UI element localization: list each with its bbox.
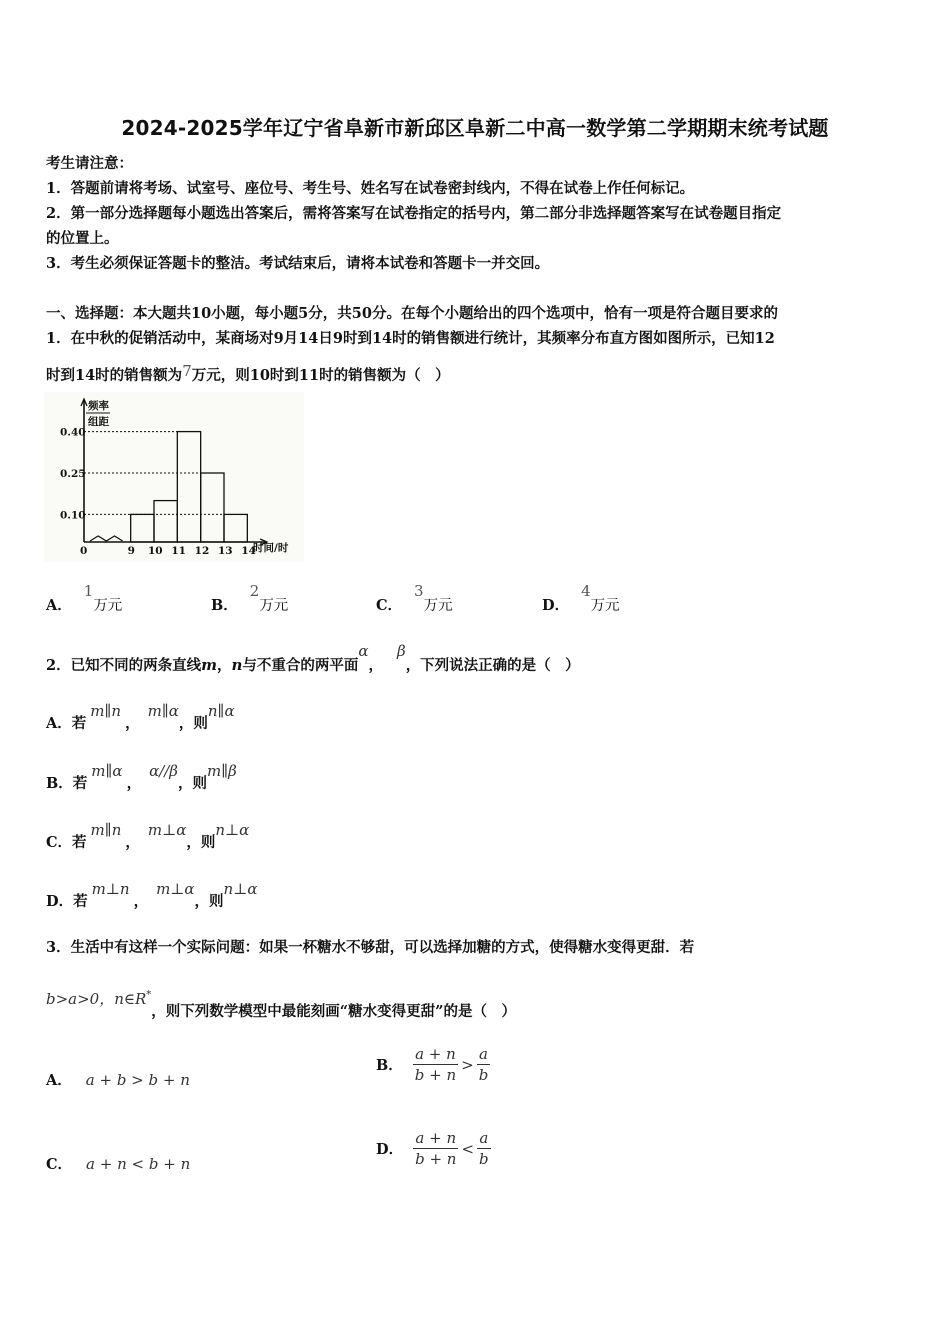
q2-option-c-conclusion: n⊥α bbox=[215, 821, 250, 839]
q1-option-a-value: 1 bbox=[83, 582, 94, 600]
q3-option-b-label: B． bbox=[376, 1057, 403, 1074]
q1-option-d-label: D． bbox=[542, 597, 570, 614]
q2-stem-part1: 2．已知不同的两条直线 bbox=[46, 657, 202, 674]
q2-option-b[interactable]: B．若m∥α，α//β，则m∥β bbox=[46, 762, 237, 792]
q2-stem-part3: ，下列说法正确的是（ ） bbox=[405, 657, 580, 674]
q3-stem-part2: ，则下列数学模型中最能刻画“糖水变得更甜”的是（ ） bbox=[151, 1003, 516, 1020]
q2-option-d[interactable]: D．若m⊥n，m⊥α，则n⊥α bbox=[46, 880, 258, 910]
q1-stem-part1: 时到14时的销售额为 bbox=[46, 367, 183, 384]
q2-option-b-then: ，则 bbox=[177, 775, 207, 792]
q1-math-7: 7 bbox=[182, 362, 192, 380]
q1-option-a-unit: 万元 bbox=[93, 598, 123, 614]
q2-alpha: α bbox=[358, 642, 369, 660]
page-title: 2024-2025学年辽宁省阜新市新邱区阜新二中高一数学第二学期期末统考试题 bbox=[121, 116, 829, 140]
q3-option-b-op: > bbox=[461, 1055, 474, 1074]
q2-sep-2: ， bbox=[368, 657, 384, 674]
q1-stem-line1: 1．在中秋的促销活动中，某商场对9月14日9时到14时的销售额进行统计，其频率分布直方图如图所示，已知12 bbox=[46, 330, 775, 347]
q2-stem bbox=[46, 640, 580, 674]
q3-stem-line2 bbox=[46, 988, 516, 1020]
q1-option-c-value: 3 bbox=[414, 582, 424, 600]
q2-beta: β bbox=[397, 642, 406, 660]
q2-option-b-cond2: α//β bbox=[149, 762, 178, 780]
q3-option-d-rden: b bbox=[479, 1150, 489, 1168]
notice-item-1: 1．答题前请将考场、试室号、座位号、考生号、姓名写在试卷密封线内，不得在试卷上作任何标记。 bbox=[46, 180, 695, 197]
q2-option-d-cond1: m⊥n bbox=[91, 880, 130, 898]
q3-condition-sup: * bbox=[146, 989, 152, 1001]
q3-option-b-den: b + n bbox=[414, 1066, 457, 1084]
q3-stem-line1: 3．生活中有这样一个实际问题：如果一杯糖水不够甜，可以选择加糖的方式，使得糖水变得更甜．若 bbox=[46, 939, 695, 956]
chart-ylabel-bottom: 组距 bbox=[88, 416, 109, 428]
q1-option-c-label: C． bbox=[376, 597, 403, 614]
chart-x-tick-label: 11 bbox=[171, 545, 186, 557]
q3-option-d-num: a + n bbox=[413, 1128, 458, 1149]
q3-option-a[interactable] bbox=[46, 1069, 190, 1090]
q1-option-a[interactable] bbox=[46, 580, 123, 614]
q3-option-c[interactable] bbox=[46, 1153, 190, 1174]
q3-option-d-fraction-right bbox=[477, 1128, 491, 1169]
chart-x-tick-label: 9 bbox=[127, 545, 135, 557]
chart-x-tick-label: 12 bbox=[194, 545, 210, 557]
q2-option-a-conclusion: n∥α bbox=[207, 702, 235, 720]
q2-option-d-then: ，则 bbox=[194, 893, 224, 910]
q3-option-c-expr: a + n < b + n bbox=[86, 1155, 191, 1173]
q3-option-b[interactable] bbox=[376, 1044, 490, 1085]
q3-option-b-fraction-left bbox=[413, 1044, 458, 1085]
q1-option-b[interactable] bbox=[211, 580, 289, 614]
q1-option-d[interactable] bbox=[542, 580, 620, 614]
q3-option-b-fraction-right bbox=[477, 1044, 491, 1085]
chart-y-tick-label: 0.25 bbox=[60, 468, 86, 480]
chart-y-tick-label: 0.40 bbox=[60, 426, 86, 439]
q2-sep: ， bbox=[216, 657, 232, 674]
chart-x-tick-label: 14 bbox=[241, 545, 256, 557]
q1-option-d-unit: 万元 bbox=[590, 598, 620, 614]
q3-option-c-label: C． bbox=[46, 1156, 73, 1173]
q1-option-d-value: 4 bbox=[581, 582, 591, 600]
q2-option-a-cond2: m∥α bbox=[147, 702, 179, 720]
q3-option-d[interactable] bbox=[376, 1128, 491, 1169]
q2-var-n: n bbox=[231, 656, 243, 674]
chart-x-tick-label: 13 bbox=[218, 545, 233, 557]
q2-option-b-conclusion: m∥β bbox=[206, 762, 237, 780]
q2-option-b-label: B．若 bbox=[46, 775, 88, 792]
q1-option-a-label: A． bbox=[46, 597, 72, 614]
q1-option-b-value: 2 bbox=[249, 582, 260, 600]
q2-option-d-cond2: m⊥α bbox=[156, 880, 195, 898]
chart-xlabel: 时间/时 bbox=[253, 542, 289, 554]
q2-option-c-cond2: m⊥α bbox=[147, 821, 187, 839]
q3-condition-math: b>a>0，n∈R bbox=[46, 990, 147, 1008]
q1-option-b-label: B． bbox=[211, 597, 238, 614]
q3-option-a-expr: a + b > b + n bbox=[85, 1071, 190, 1089]
q2-stem-part2: 与不重合的两平面 bbox=[242, 657, 359, 674]
q3-option-d-rnum: a bbox=[477, 1128, 491, 1149]
histogram-chart bbox=[44, 392, 304, 562]
q2-var-m: m bbox=[201, 656, 217, 674]
q1-option-c-unit: 万元 bbox=[423, 598, 453, 614]
q1-option-b-unit: 万元 bbox=[259, 598, 289, 614]
q2-option-c-label: C．若 bbox=[46, 834, 87, 851]
q2-option-c-then: ，则 bbox=[186, 834, 216, 851]
q3-option-d-fraction-left bbox=[413, 1128, 458, 1169]
q3-option-b-rden: b bbox=[478, 1066, 489, 1084]
notice-heading: 考生请注意： bbox=[46, 155, 133, 172]
q2-option-a-then: ，则 bbox=[178, 715, 208, 732]
q3-option-d-den: b + n bbox=[415, 1150, 457, 1168]
chart-x-tick-label: 10 bbox=[148, 545, 163, 557]
section-heading: 一、选择题：本大题共10小题，每小题5分，共50分。在每个小题给出的四个选项中，恰有一项是符合题目要求的 bbox=[46, 305, 778, 322]
chart-y-tick-label: 0.10 bbox=[60, 509, 86, 522]
q3-option-a-label: A． bbox=[46, 1072, 72, 1089]
q2-option-c-cond1: m∥n bbox=[90, 821, 122, 839]
q2-option-d-label: D．若 bbox=[46, 893, 88, 910]
q2-option-c[interactable]: C．若m∥n，m⊥α，则n⊥α bbox=[46, 821, 250, 851]
chart-ylabel-top: 频率 bbox=[88, 400, 109, 412]
notice-item-2-cont: 的位置上。 bbox=[46, 230, 119, 247]
q2-option-a[interactable]: A．若m∥n，m∥α，则n∥α bbox=[46, 702, 235, 732]
q3-option-b-num: a + n bbox=[413, 1044, 458, 1065]
q1-stem-part2: 万元，则10时到11时的销售额为（ ） bbox=[191, 367, 450, 384]
q3-option-d-label: D． bbox=[376, 1141, 404, 1158]
q2-option-b-cond1: m∥α bbox=[91, 762, 123, 780]
q1-option-c[interactable] bbox=[376, 580, 453, 614]
q2-option-a-label: A．若 bbox=[46, 715, 87, 732]
q2-option-a-cond1: m∥n bbox=[90, 702, 122, 720]
q1-stem-line2 bbox=[46, 364, 450, 385]
notice-item-2: 2．第一部分选择题每小题选出答案后，需将答案写在试卷指定的括号内，第二部分非选择题答案写在试卷题目指定 bbox=[46, 205, 782, 222]
chart-origin-label: 0 bbox=[80, 545, 88, 557]
q3-option-b-rnum: a bbox=[477, 1044, 491, 1065]
q3-option-d-op: < bbox=[461, 1139, 475, 1158]
q2-option-d-conclusion: n⊥α bbox=[223, 880, 258, 898]
notice-item-3: 3．考生必须保证答题卡的整洁。考试结束后，请将本试卷和答题卡一并交回。 bbox=[46, 255, 550, 272]
